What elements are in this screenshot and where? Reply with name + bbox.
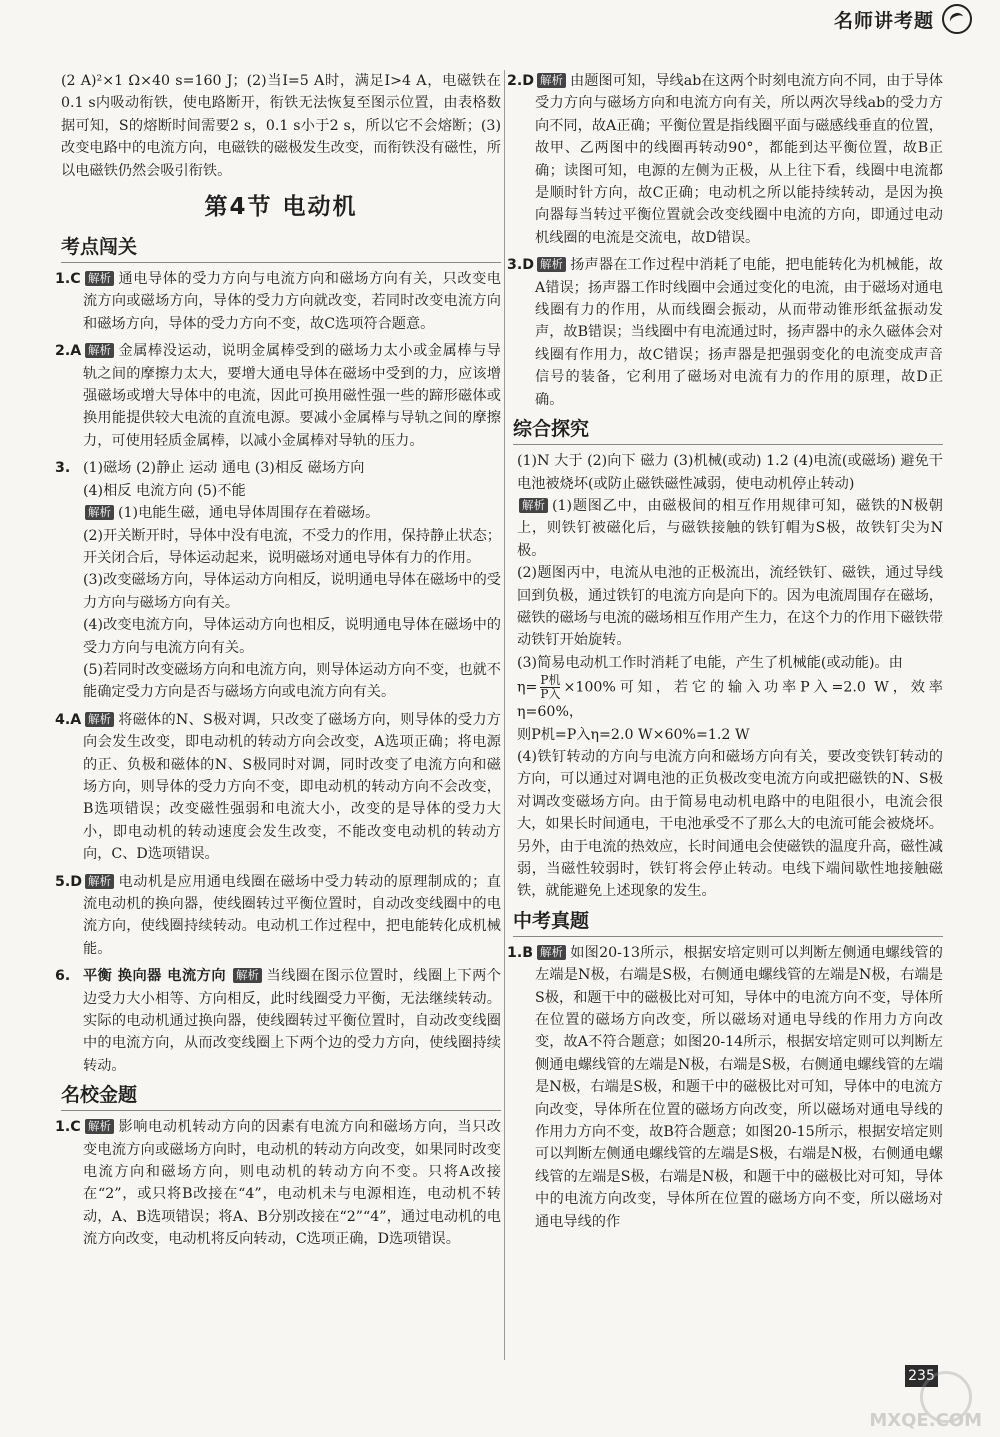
intro-paragraph: (2 A)²×1 Ω×40 s=160 J；(2)当I=5 A时，满足I>4 A，电磁铁在0.1 s内吸动衔铁，使电路断开，衔铁无法恢复至图示位置，由表格数据可知，S的熔断时间需要2 s，0.1 s小于2 s，所以它不会熔断；(3)改变电路中的电流方向，电磁铁的磁极发生改变，而衔铁没有磁性，所以电磁铁仍然会吸引衔铁。 bbox=[61, 73, 501, 179]
analysis-tag: 解析 bbox=[537, 73, 566, 88]
zonghe-p3a: (3)简易电动机工作时消耗了电能，产生了机械能(或动能)。由 bbox=[517, 654, 903, 671]
mingxiao-q3 bbox=[507, 254, 943, 411]
kaodian-q2 bbox=[55, 340, 501, 452]
q3-p2: (2)开关断开时，导体中没有电流，不受力的作用，保持静止状态；开关闭合后，导体运动起来，说明磁场对通电导体有力的作用。 bbox=[83, 527, 501, 566]
page-number: 235 bbox=[905, 1365, 938, 1387]
zonghe-formula bbox=[517, 674, 943, 723]
analysis-tag: 解析 bbox=[85, 271, 114, 286]
frac-denominator: P入 bbox=[540, 687, 561, 702]
column-divider bbox=[504, 70, 505, 1360]
q3-p5: (5)若同时改变磁场方向和电流方向，则导体运动方向不变，也就不能确定受力方向是否与磁场方向或电流方向有关。 bbox=[83, 661, 501, 701]
q-number: 5.D bbox=[55, 873, 83, 890]
analysis-tag: 解析 bbox=[233, 968, 262, 983]
q6-answer: 平衡 换向器 电流方向 bbox=[83, 968, 227, 985]
zonghe-heading: 综合探究 bbox=[513, 416, 943, 445]
kaodian-q4 bbox=[55, 709, 501, 866]
zhongkao-heading: 中考真题 bbox=[513, 908, 943, 937]
q-text: 当线圈在图示位置时，线圈上下两个边受力大小相等、方向相反，此时线圈受力平衡，无法继续转动。实际的电动机通过换向器，使线圈转过平衡位置时，自动改变线圈中的电流方向，从而改变线圈上下两个边的受力方向，使线圈持续转动。 bbox=[83, 968, 501, 1074]
zonghe-p4: (4)铁钉转动的方向与电流方向和磁场方向有关，要改变铁钉转动的方向，可以通过对调电池的正负极改变电流方向或把磁铁的N、S极对调改变磁场方向。由于简易电动机电路中的电阻很小，电流会很大，如果长时间通电，干电池承受不了那么大的电流可能会被烧坏。另外，由于电流的热效应，长时间通电会使磁铁的温度升高，磁性减弱，当磁性较弱时，铁钉将会停止转动。电线下端间歇性地接触磁铁，就能避免上述现象的发生。 bbox=[517, 748, 943, 900]
header-title: 名师讲考题 bbox=[833, 10, 934, 32]
analysis-tag: 解析 bbox=[519, 498, 548, 513]
q3-p3: (3)改变磁场方向，导体运动方向相反，说明通电导体在磁场中的受力方向与磁场方向有关。 bbox=[83, 572, 501, 611]
q-number: 4.A bbox=[55, 711, 82, 728]
kaodian-q6 bbox=[55, 965, 501, 1077]
analysis-tag: 解析 bbox=[85, 1119, 114, 1134]
right-column bbox=[507, 70, 943, 1238]
power-fraction bbox=[540, 674, 560, 701]
q3-p4: (4)改变电流方向，导体运动方向也相反，说明通电导体在磁场中的受力方向与电流方向有关。 bbox=[83, 617, 501, 656]
zonghe-p3c: 则P机=P入η=2.0 W×60%=1.2 W bbox=[517, 726, 750, 743]
q-text: 电动机是应用通电线圈在磁场中受力转动的原理制成的；直流电动机的换向器，使线圈转过平衡位置时，自动改变线圈中的电流方向，使线圈持续转动。电动机工作过程中，把电能转化成机械能。 bbox=[83, 873, 501, 957]
q-number: 6. bbox=[55, 968, 71, 985]
q-number: 3. bbox=[55, 460, 71, 477]
q3-answer-line1: (1)磁场 (2)静止 运动 通电 (3)相反 磁场方向 bbox=[83, 460, 365, 477]
q-text: 扬声器在工作过程中消耗了电能，把电能转化为机械能，故A错误；扬声器工作时线圈中会通过变化的电流，由于磁场对通电线圈有力的作用，从而线圈会振动，从而带动锥形纸盆振动发声，故B错误；当线圈中有电流通过时，扬声器中的永久磁体会对线圈有作用力，故C错误；扬声器是把强弱变化的电流变成声音信号的装备，它利用了磁场对电流有力的作用的原理，故D正确。 bbox=[535, 257, 943, 408]
kaodian-q3 bbox=[55, 457, 501, 703]
logo-icon bbox=[942, 4, 972, 34]
q-number: 1.B bbox=[507, 944, 534, 961]
watermark bbox=[832, 1371, 982, 1431]
kaodian-q1 bbox=[55, 268, 501, 335]
q-text: 由题图可知，导线ab在这两个时刻电流方向不同，由于导体受力方向与磁场方向和电流方向有关，所以两次导线ab的受力方向不同，故A正确；平衡位置是指线圈平面与磁感线垂直的位置，故甲、乙两图中的线圈再转动90°，都能到达平衡位置，故B正确；读图可知，电源的左侧为正极，从上往下看，线圈中电流都是顺时针方向，故C正确；电动机之所以能持续转动，是因为换向器每当转过平衡位置就会改变线圈中电流的方向，即通过电动机线圈的电流是交流电，故D错误。 bbox=[535, 73, 943, 246]
frac-numerator: P机 bbox=[540, 673, 561, 688]
analysis-tag: 解析 bbox=[537, 257, 566, 272]
mingxiao-q1 bbox=[55, 1116, 501, 1250]
zonghe-p2: (2)题图丙中，电流从电池的正极流出，流经铁钉、磁铁，通过导线回到负极，通过铁钉的电流方向是向下的。因为电流周围存在磁场，磁铁的磁场与电流的磁场相互作用产生力，在这个力的作用下磁铁带动铁钉开始旋转。 bbox=[517, 565, 943, 649]
q-text: 将磁体的N、S极对调，只改变了磁场方向，则导体的受力方向会发生改变，即电动机的转动方向会改变，A选项正确；将电源的正、负极和磁体的N、S极同时对调，同时改变了电流方向和磁场方向，则导体的受力方向不变，即电动机的转动方向不会改变，B选项错误；改变磁性强弱和电流大小，改变的是导体的受力大小，即电动机的转动速度会发生改变，不能改变电动机的转动方向，C、D选项错误。 bbox=[83, 711, 501, 863]
zonghe-answer: (1)N 大于 (2)向下 磁力 (3)机械(或动) 1.2 (4)电流(或磁场) 避免干电池被烧坏(或防止磁铁磁性减弱，使电动机停止转动) bbox=[517, 453, 943, 492]
analysis-tag: 解析 bbox=[85, 874, 114, 889]
q-text: 如图20-13所示，根据安培定则可以判断左侧通电螺线管的左端是N极，右端是S极，右侧通电螺线管的左端是N极，右端是S极，和题干中的磁极比对可知，导体中的电流方向不变，导体所在位置的磁场方向改变，所以磁场对通电导线的作用力方向改变，故A不符合题意；如图20-14所示，根据安培定则可以判断左侧通电螺线管的左端是N极，右端是S极，右侧通电螺线管的左端是N极，右端是S极，和题干中的磁极比对可知，导体中的电流方向改变，导体所在位置的磁场方向改变，所以磁场对通电导线的作用力方向不变，故B符合题意；如图20-15所示，根据安培定则可以判断左侧通电螺线管的左端是S极，右端是N极，右侧通电螺线管的左端是S极，右端是N极，和题干中的磁极比对可知，导体中的电流方向改变，导体所在位置的磁场方向不变，所以磁场对通电导线的作 bbox=[535, 944, 943, 1230]
q-number: 2.D bbox=[507, 73, 535, 89]
zonghe-body bbox=[513, 450, 943, 903]
mingxiao-q2 bbox=[507, 70, 943, 249]
mingxiao-heading: 名校金题 bbox=[61, 1082, 501, 1111]
analysis-tag: 解析 bbox=[85, 712, 114, 727]
q-number: 3.D bbox=[507, 257, 535, 274]
q-number: 1.C bbox=[55, 1119, 81, 1136]
watermark-text: MXQE.COM bbox=[869, 1410, 982, 1431]
analysis-tag: 解析 bbox=[85, 505, 114, 520]
section-title: 第4节 电动机 bbox=[204, 194, 358, 221]
q-text: 影响电动机转动方向的因素有电流方向和磁场方向，当只改变电流方向或磁场方向时，电动机的转动方向改变，如果同时改变电流方向和磁场方向，则电动机的转动方向不变。只将A改接在“2”，或只将B改接在“4”，电动机未与电源相连，电动机不转动，A、B选项错误；将A、B分别改接在“2”“4”，通过电动机的电流方向改变，电动机将反向转动，C选项正确，D选项错误。 bbox=[83, 1119, 501, 1248]
q-number: 1.C bbox=[55, 271, 81, 288]
analysis-tag: 解析 bbox=[85, 343, 114, 358]
q-text: 通电导体的受力方向与电流方向和磁场方向有关，只改变电流方向或磁场方向，导体的受力方向就改变，若同时改变电流方向和磁场方向，导体的受力方向不变，故C选项符合题意。 bbox=[83, 271, 501, 332]
q-text: 金属棒没运动，说明金属棒受到的磁场力太小或金属棒与导轨之间的摩擦力太大，要增大通电导体在磁场中受到的力，应该增强磁场或增大导体中的电流，因此可换用磁性强一些的蹄形磁体或换用能提供较大电流的直流电源。要减小金属棒与导轨之间的摩擦力，可使用轻质金属棒，以减小金属棒对导轨的压力。 bbox=[83, 343, 501, 449]
zonghe-p1: (1)题图乙中，由磁极间的相互作用规律可知，磁铁的N极朝上，则铁钉被磁化后，与磁铁接触的铁钉帽为S极，故铁钉尖为N极。 bbox=[517, 497, 943, 559]
q-number: 2.A bbox=[55, 343, 82, 360]
analysis-tag: 解析 bbox=[537, 945, 566, 960]
zhongkao-q1 bbox=[507, 942, 943, 1233]
left-column bbox=[55, 70, 501, 1256]
page-header bbox=[0, 0, 1000, 38]
q3-p1: (1)电能生磁，通电导体周围存在着磁场。 bbox=[118, 505, 380, 522]
q3-answer-line2: (4)相反 电流方向 (5)不能 bbox=[83, 482, 246, 499]
zonghe-p3b: ×100%可知，若它的输入功率P入=2.0 W，效率η=60%， bbox=[517, 679, 943, 721]
kaodian-heading: 考点闯关 bbox=[61, 234, 501, 263]
eta-symbol: η= bbox=[517, 679, 538, 696]
kaodian-q5 bbox=[55, 871, 501, 961]
